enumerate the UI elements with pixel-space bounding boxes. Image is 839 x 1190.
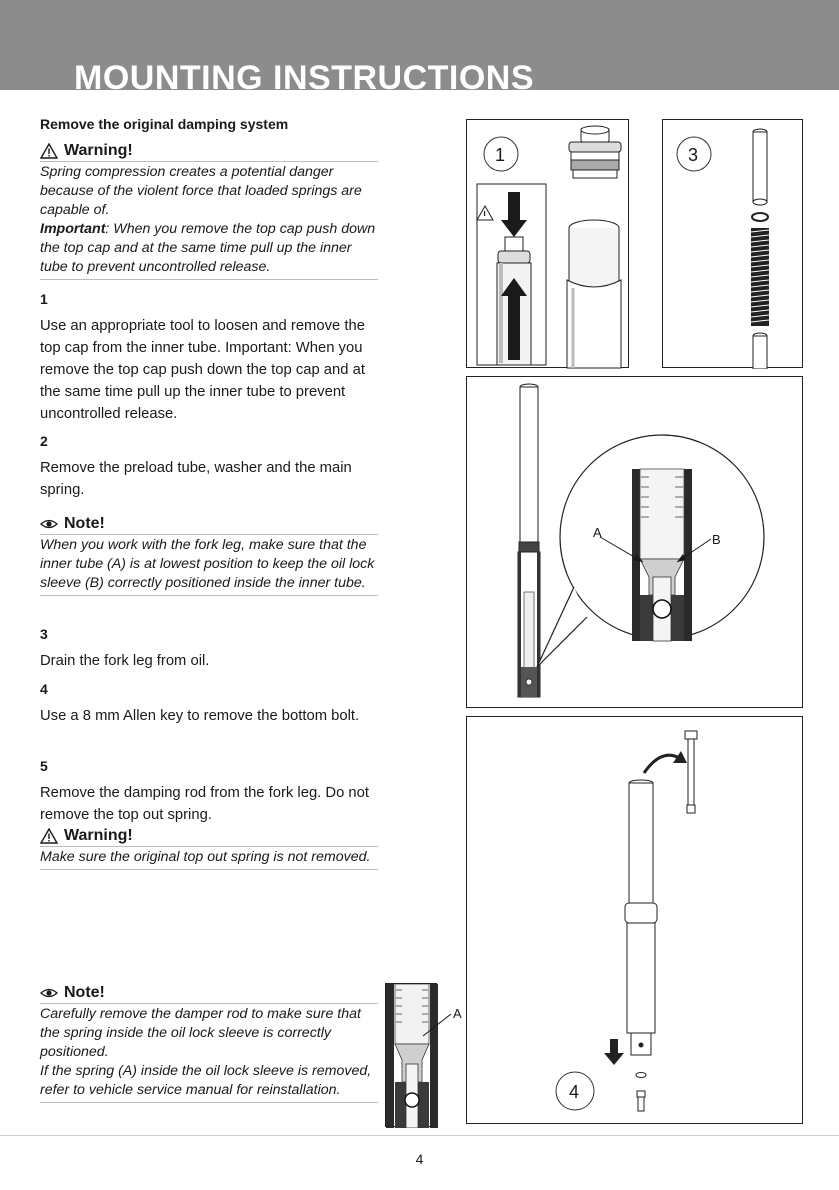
important-text: : When you remove the top cap push down the top cap and at the same time pull up the inner tube to prevent uncontrolled release.: [40, 221, 376, 275]
page-number: 4: [415, 1151, 424, 1167]
warning-triangle-icon: [40, 143, 58, 159]
note-text: [40, 1004, 378, 1103]
figure-3-panel: [662, 119, 803, 368]
figure-4-number: 4: [569, 1082, 580, 1102]
note-heading: [40, 515, 378, 535]
note-text-1: Carefully remove the damper rod to make sure that the spring inside the oil lock sleeve is correctly positioned.: [40, 1006, 361, 1060]
step-text: Use a 8 mm Allen key to remove the bottom bolt.: [40, 708, 360, 724]
top-cap-part: [569, 126, 621, 178]
footer-divider: [0, 1135, 839, 1136]
label-b: B: [712, 532, 721, 547]
washer-part: [752, 213, 768, 221]
warning-heading: [40, 142, 378, 162]
figure-fork-leg-panel: [466, 376, 803, 708]
step-text: Remove the damping rod from the fork leg. Do not remove the top out spring.: [40, 785, 369, 823]
important-label: Important: [40, 221, 106, 237]
figure-4-panel: [466, 716, 803, 1124]
step-number: 3: [40, 626, 48, 642]
step-number: 2: [40, 433, 48, 449]
page-title: MOUNTING INSTRUCTIONS: [74, 59, 535, 90]
figure-1-panel: [466, 119, 629, 368]
step-2: [40, 433, 378, 501]
warning-triangle-icon: [40, 828, 58, 844]
bottom-bolt-part: [637, 1091, 645, 1111]
page-header: [0, 0, 839, 90]
main-spring-part: [751, 228, 769, 326]
top-out-bolt-part: [685, 731, 697, 813]
note-text-2: If the spring (A) inside the oil lock sleeve is removed, refer to vehicle service manual for reinstallation.: [40, 1063, 372, 1098]
step-text: Use an appropriate tool to loosen and remove the top cap from the inner tube. Important: When you remove the top cap push down the top cap and at the same time pull up the inner tube to prevent uncontrolled release.: [40, 318, 365, 422]
figure-1-drawing: [467, 120, 630, 369]
section-title: Remove the original damping system: [40, 116, 289, 132]
step-number: 5: [40, 758, 48, 774]
note-text: When you work with the fork leg, make sure that the inner tube (A) is at lowest position to keep the oil lock sleeve (B) correctly positioned inside the inner tube.: [40, 535, 378, 596]
down-arrow-icon: [604, 1039, 624, 1065]
step-text: Drain the fork leg from oil.: [40, 653, 210, 669]
inner-tube-part: [567, 220, 621, 368]
figure-1-number: 1: [495, 145, 506, 165]
damping-rod-part: [625, 780, 657, 1055]
step-text: Remove the preload tube, washer and the main spring.: [40, 460, 352, 498]
preload-tube-part: [753, 129, 767, 205]
tube-bottom-part: [753, 333, 767, 369]
step-5: [40, 758, 378, 826]
warning-body: Spring compression creates a potential danger because of the violent force that loaded springs are capable of.: [40, 164, 362, 218]
step-1: [40, 291, 378, 425]
note-box-2: [40, 984, 378, 1103]
step-3: [40, 626, 378, 672]
label-a-small: A: [453, 1006, 462, 1021]
note-heading: [40, 984, 378, 1004]
figure-3-drawing: [663, 120, 804, 369]
warning-label: Warning!: [64, 142, 133, 159]
step-4: [40, 681, 378, 727]
figure-4-drawing: [467, 717, 804, 1125]
fork-leg-drawing: [467, 377, 804, 709]
washer-part: [636, 1073, 646, 1078]
warning-text: Make sure the original top out spring is not removed.: [40, 847, 378, 870]
note-label: Note!: [64, 984, 105, 1001]
note-label: Note!: [64, 515, 105, 532]
eye-icon: [40, 518, 58, 530]
note-box-1: [40, 515, 378, 596]
fork-leg-part: [518, 384, 540, 697]
figure-3-number: 3: [688, 145, 699, 165]
step-number: 1: [40, 291, 48, 307]
warning-text: [40, 162, 378, 280]
curved-arrow-icon: [644, 755, 681, 773]
warning-box-2: [40, 827, 378, 870]
warning-label: Warning!: [64, 827, 133, 844]
eye-icon: [40, 987, 58, 999]
label-a: A: [593, 525, 602, 540]
warning-box-1: [40, 142, 378, 280]
warning-heading: [40, 827, 378, 847]
step-number: 4: [40, 681, 48, 697]
